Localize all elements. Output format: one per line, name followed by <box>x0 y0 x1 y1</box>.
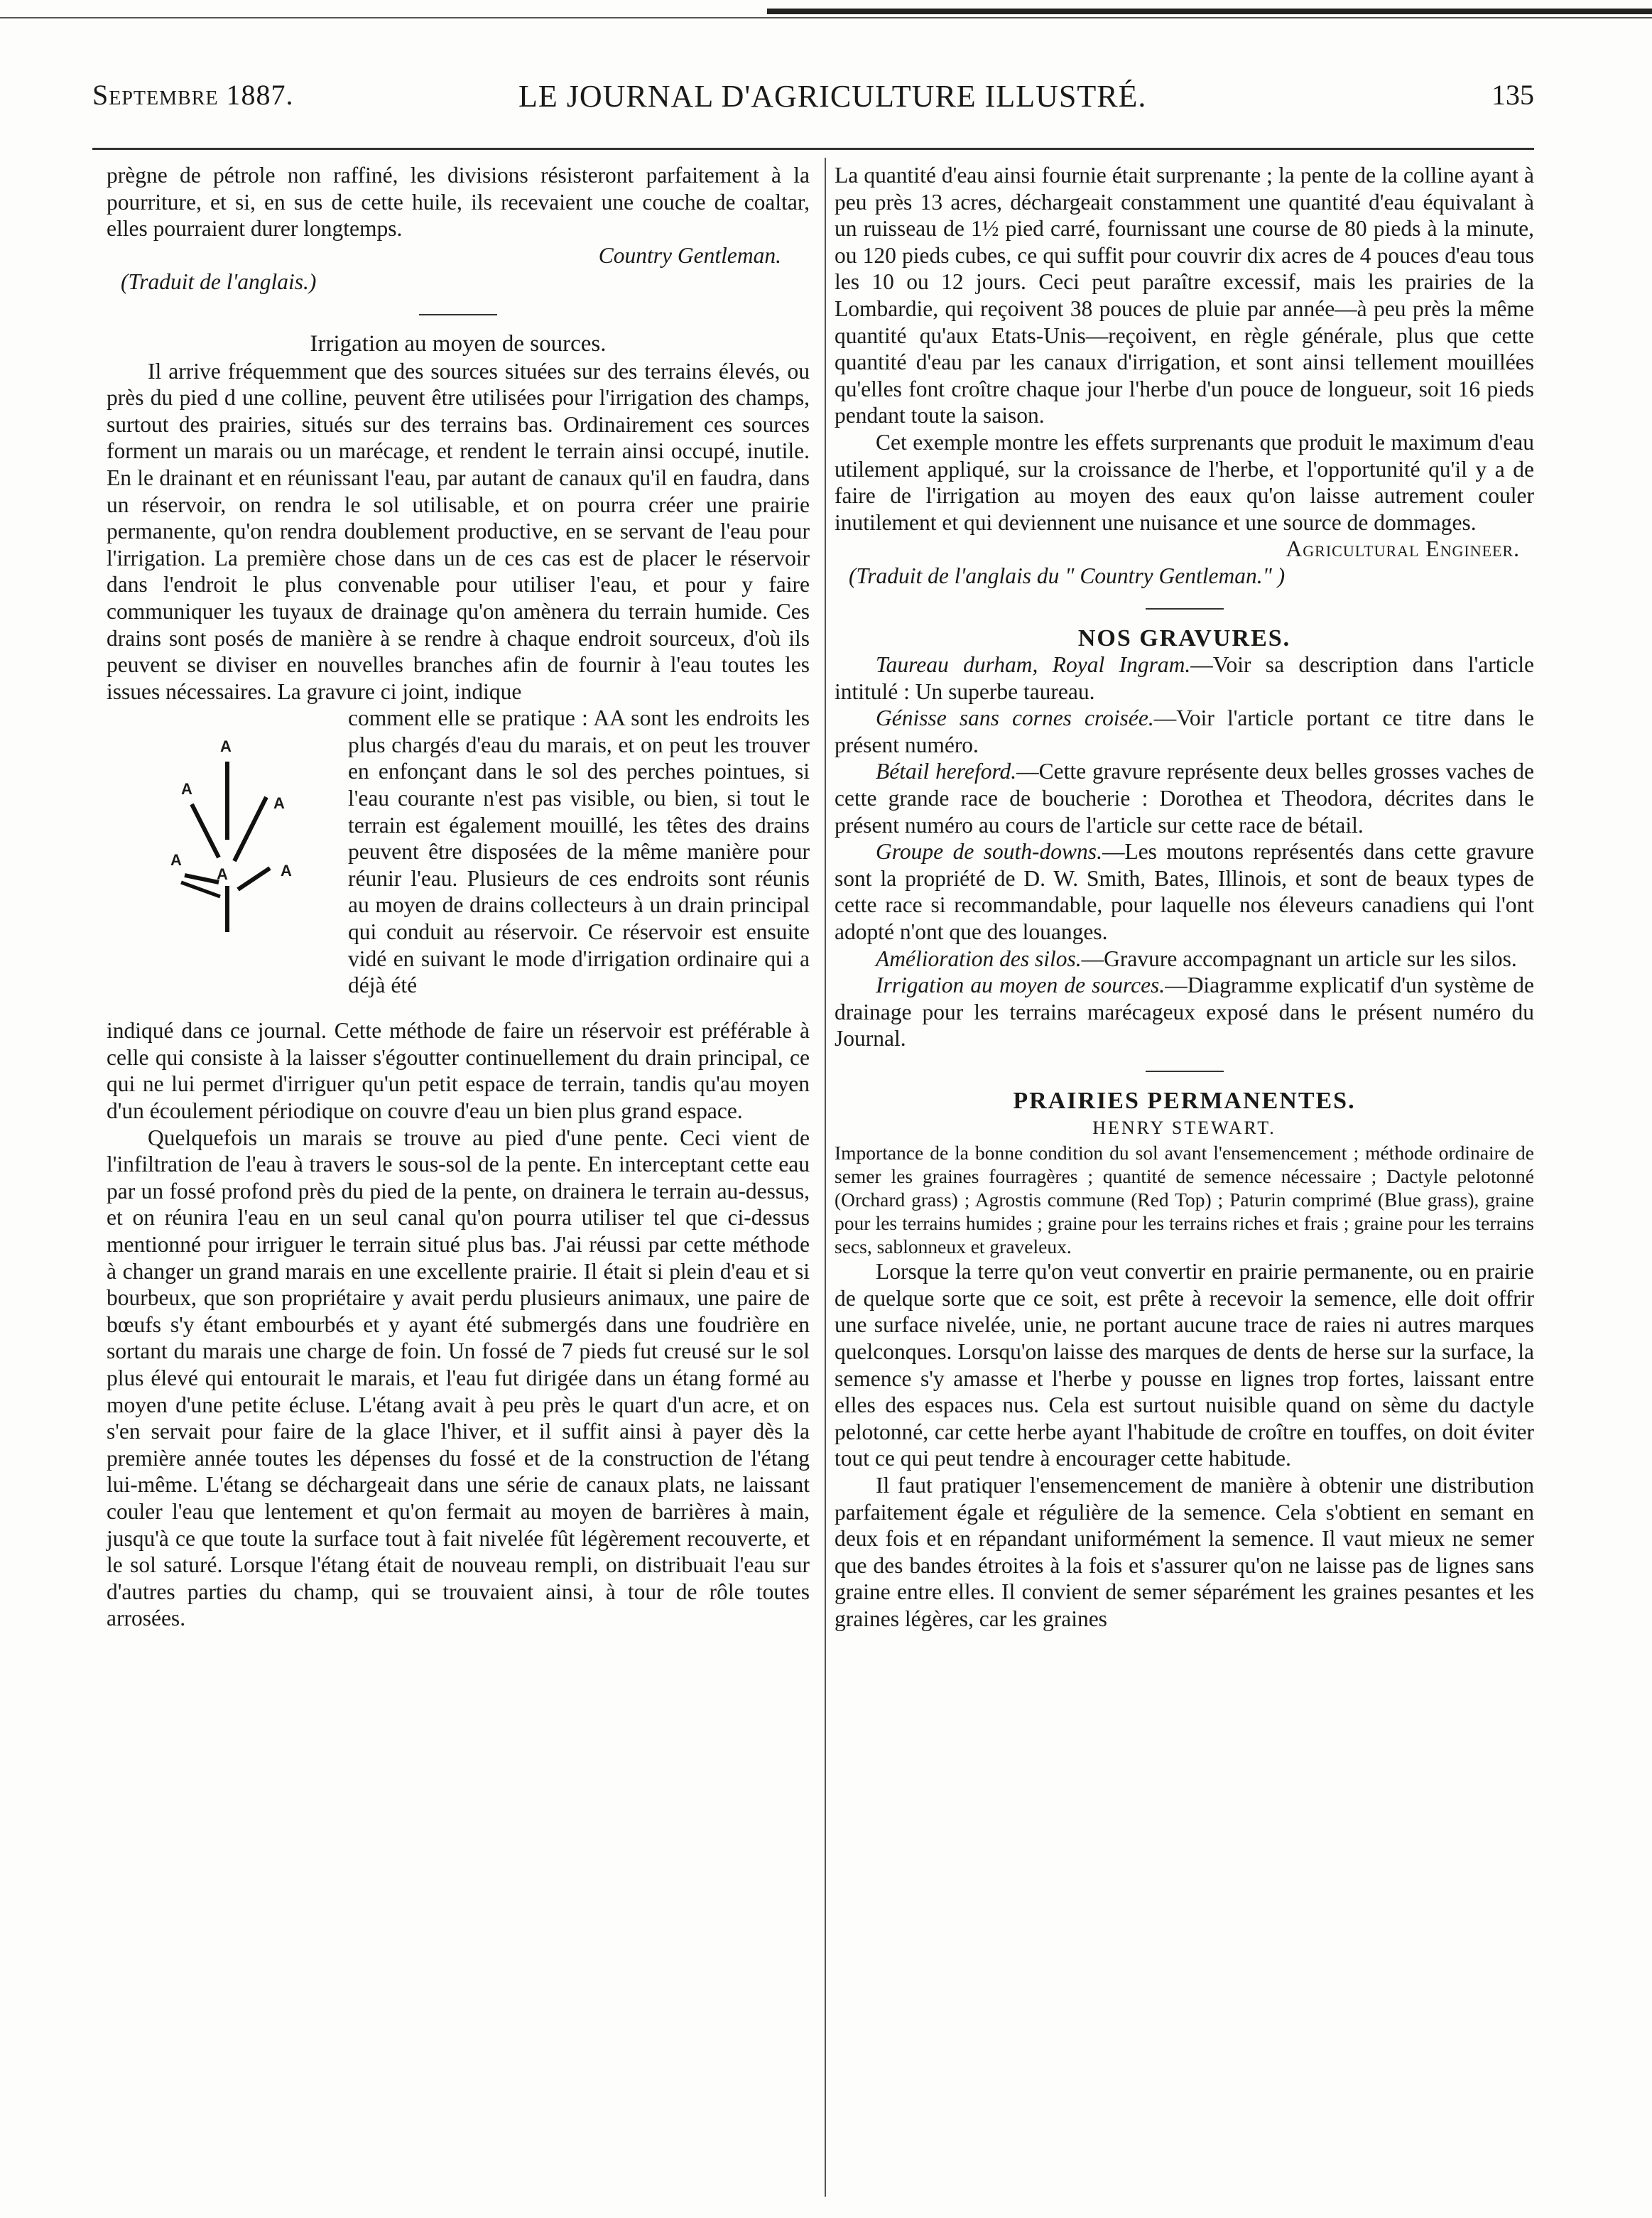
right-column <box>835 162 1534 1633</box>
gravure-label: Groupe de south-downs. <box>876 839 1102 865</box>
paragraph: Il arrive fréquemment que des sources situées sur des terrains élevés, ou près du pied d une colline, peuvent être utilisées pour l'irrigation des champs, surtout des prairies, situés sur des terrains bas. Ordinairement ces sources forment un marais ou un marécage, et rendent le terrain ainsi occupé, inutile. En le drainant et en réunissant l'eau, par autant de canaux qu'il en faudra, dans un réservoir, on rendra le sol utilisable, et on pourra créer une prairie permanente, qu'on rendra doublement productive, en se servant de l'eau pour l'irrigation. La première chose dans un de ces cas est de placer le réservoir dans l'endroit le plus convenable pour utiliser l'eau, et pour y faire communiquer les tuyaux de drainage qu'on amènera du terrain humide. Ces drains sont posés de manière à se rendre à chaque endroit sourceux, d'où ils peuvent se diviser en nouvelles branches afin de fournir à l'eau toutes les issues nécessaires. La gravure ci joint, indique <box>107 358 810 704</box>
paragraph: comment elle se pratique : AA sont les endroits les plus chargés d'eau du marais, et on peut les trouver en enfonçant dans le sol des perches pointues, si l'eau courante n'est pas visible, ou bien, si tout le terrain est également mouillé, les têtes des drains peuvent être disposées de la même manière pour réunir l'eau. Plusieurs de ces endroits sont réunis au moyen de drains collecteurs à un drain principal qui conduit au réservoir. Ce réservoir est ensuite vidé en suivant le mode d'irrigation ordinaire qui a déjà été <box>348 705 810 998</box>
source-signature: Country Gentleman. <box>598 242 781 268</box>
figure-label-a: A <box>181 780 192 799</box>
column-divider <box>825 158 826 2197</box>
figure-label-a: A <box>170 851 182 870</box>
gravure-text: —Diagramme explicatif d'un système de drainage pour les terrains marécageux exposé dans le présent numéro du Journal. <box>835 973 1534 1051</box>
gravure-item <box>835 651 1534 705</box>
paragraph: indiqué dans ce journal. Cette méthode de faire un réservoir est préférable à celle qui consiste à la laisser s'égoutter continuellement du drain principal, ce qui ne lui permet d'irriguer qu'un petit espace de terrain, tandis qu'au moyen d'un écoulement périodique on couvre d'eau un bien plus grand espace. <box>107 1018 810 1124</box>
figure-label-a: A <box>220 737 232 756</box>
paragraph: Il faut pratiquer l'ensemencement de manière à obtenir une distribution parfaitement égale et régulière de la semence. Cela s'obtient en semant en deux fois et en répandant uniformément la semence. Il vaut mieux ne semer que des bandes étroites à la fois et s'assurer qu'on ne laisse pas de lignes sans graine entre elles. Il convient de semer séparément les graines pesantes et les graines légères, car les graines <box>835 1472 1534 1631</box>
separator <box>1146 608 1224 610</box>
article-author: HENRY STEWART. <box>1092 1117 1276 1138</box>
gravure-label: Taureau durham, Royal Ingram. <box>876 652 1191 678</box>
translation-note: (Traduit de l'anglais du " Country Gentleman." ) <box>849 563 1286 588</box>
header-date: Septembre 1887. <box>92 79 294 111</box>
paragraph: La quantité d'eau ainsi fournie était surprenante ; la pente de la colline ayant à peu près 13 acres, déchargeait constamment une quantité d'eau équivalant à un ruisseau de 1½ pied carré, fournissant une course de 80 pieds à la minute, ou 120 pieds cubes, ce qui suffit pour couvrir dix acres de 4 pouces d'eau tous les 10 ou 12 jours. Ceci peut paraître excessif, mais les prairies de la Lombardie, qui reçoivent 38 pouces de pluie par année—à peu près la même quantité qu'aux Etats-Unis—reçoivent, en règle générale, plus que cette quantité d'eau par les canaux d'irrigation, et sont ainsi tellement mouillées qu'elles font croître chaque jour l'herbe d'un pouce de longueur, soit 16 pieds pendant toute la saison. <box>835 163 1534 428</box>
paragraph: Cet exemple montre les effets surprenants que produit le maximum d'eau utilement appliqué, sur la croissance de l'herbe, et l'opportunité qu'il y a de faire de l'irrigation au moyen des eaux qu'on laisse autrement couler inutilement et qui deviennent une nuisance et une source de dommages. <box>835 429 1534 535</box>
gravure-item <box>835 758 1534 838</box>
gravure-label: Bétail hereford. <box>876 759 1017 784</box>
separator <box>419 314 497 315</box>
gravure-item <box>835 838 1534 945</box>
gravure-item <box>835 705 1534 758</box>
author-signature: Agricultural Engineer. <box>1286 536 1520 562</box>
figure-label-a: A <box>281 862 292 880</box>
top-border-line <box>0 17 1652 18</box>
section-title-gravures: NOS GRAVURES. <box>1077 624 1291 651</box>
gravure-text: —Voir sa description dans l'article intitulé : Un superbe taureau. <box>835 652 1534 704</box>
paragraph: Quelquefois un marais se trouve au pied d'une pente. Ceci vient de l'infiltration de l'eau à travers le sous-sol de la pente. En interceptant cette eau par un fossé profond près du pied de la pente, on drainera le terrain au-dessus, et on réunira l'eau en un seul canal qu'on pourra utiliser tel que ci-dessus mentionné pour irriguer le terrain situé plus bas. J'ai réussi par cette méthode à changer un grand marais en une excellente prairie. Il était si plein d'eau et si bourbeux, que son propriétaire y avait perdu plusieurs animaux, une paire de bœufs s'y étant embourbés et y ayant été submergés dans une foudrière en sortant du marais une charge de foin. Un fossé de 7 pieds fut creusé sur le sol plus élevé qui entourait le marais, et l'eau fut dirigée dans un étang formé au moyen d'une petite écluse. L'étang avait à peu près le quart d'un acre, et on s'en servait pour faire de la glace l'hiver, et il suffit ainsi à payer dès la première année toutes les dépenses du fossé et de la construction de l'étang lui-même. L'étang se déchargeait dans une série de canaux plats, ne laissant couler l'eau que lentement et qu'on fermait au moyen de barrières à main, jusqu'à ce que toute la surface tout à fait nivelée fût légèrement recouverte, et le sol saturé. Lorsque l'étang était de nouveau rempli, on distribuait l'eau sur d'autres parties du champ, qui se trouvaient ainsi, à tour de rôle toutes arrosées. <box>107 1125 810 1631</box>
header-rule <box>92 148 1534 150</box>
page-header <box>92 78 1534 128</box>
gravure-item <box>835 972 1534 1052</box>
gravure-label: Irrigation au moyen de sources. <box>876 973 1165 998</box>
gravure-label: Amélioration des silos. <box>876 946 1082 971</box>
figure-label-a: A <box>217 865 228 884</box>
article-summary: Importance de la bonne condition du sol avant l'ensemencement ; méthode ordinaire de semer les graines fourragères ; quantité de semence nécessaire ; Dactyle pelotonné (Orchard grass) ; Agrostis commune (Red Top) ; Paturin comprimé (Blue grass), graine pour les terrains humides ; graine pour les terrains riches et frais ; graine pour les terrains secs, sablonneux et graveleux. <box>835 1142 1534 1258</box>
gravure-text: —Gravure accompagnant un article sur les silos. <box>1081 946 1517 971</box>
intro-paragraph: prègne de pétrole non raffiné, les divisions résisteront parfaitement à la pourriture, et si, en sus de cette huile, ils recevaient une couche de coaltar, elles pourraient durer longtemps. <box>107 163 810 242</box>
page-number: 135 <box>1491 79 1534 111</box>
translation-note: (Traduit de l'anglais.) <box>121 269 317 295</box>
gravure-item <box>835 946 1534 973</box>
left-column <box>107 162 810 1632</box>
drainage-diagram <box>107 705 341 1017</box>
section-title-prairies: PRAIRIES PERMANENTES. <box>1013 1088 1356 1114</box>
figure-label-a: A <box>273 794 285 813</box>
gravure-label: Génisse sans cornes croisée. <box>876 705 1154 731</box>
gravure-text: —Cette gravure représente deux belles grosses vaches de cette grande race de boucherie : Dorothea et Theodora, décrites dans le présent numéro au cours de l'article sur cette race de bétail. <box>835 759 1534 838</box>
journal-title: LE JOURNAL D'AGRICULTURE ILLUSTRÉ. <box>518 79 1147 114</box>
article-title-irrigation: Irrigation au moyen de sources. <box>310 330 607 357</box>
separator <box>1146 1071 1224 1072</box>
gravure-text: —Les moutons représentés dans cette gravure sont la propriété de D. W. Smith, Bates, Illinois, et sont de beaux types de cette race si recommandable, pour laquelle nos éleveurs canadiens qui l'ont adopté n'ont que des louanges. <box>835 839 1534 945</box>
paragraph: Lorsque la terre qu'on veut convertir en prairie permanente, ou en prairie de quelque sorte que ce soit, est prête à recevoir la semence, elle doit offrir une surface nivelée, unie, ne portant aucune trace de raies ni autres marques quelconques. Lorsqu'on laisse des marques de dents de herse sur la surface, la semence s'y amasse et l'herbe y pousse en lignes trop fortes, laissant entre elles des espaces nus. Cela est surtout nuisible quand on sème du dactyle pelotonné, car cette herbe ayant l'habitude de croître en touffes, on doit éviter tout ce qui peut tendre à encourager cette habitude. <box>835 1259 1534 1471</box>
gravure-text: —Voir l'article portant ce titre dans le présent numéro. <box>835 705 1534 757</box>
top-border-bar <box>767 9 1652 14</box>
